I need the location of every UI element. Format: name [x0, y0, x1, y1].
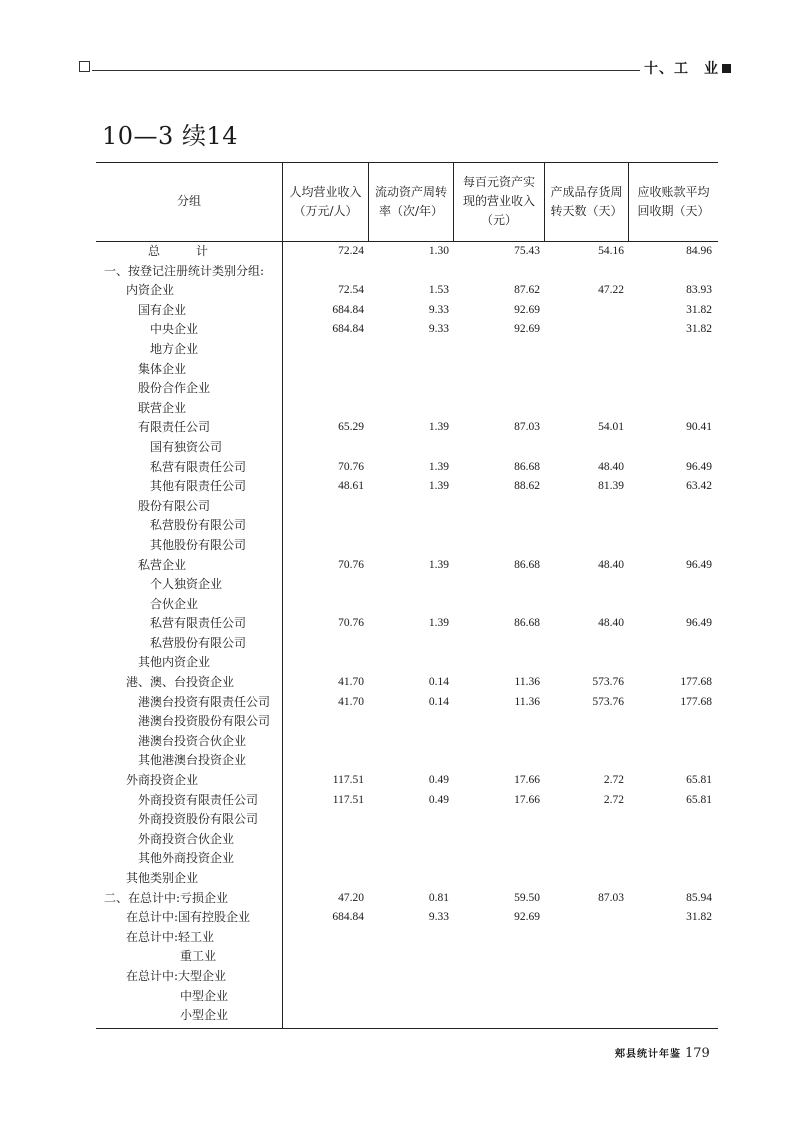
row-value [453, 928, 540, 948]
table-row [96, 889, 718, 909]
column-header-revenue-per-100-assets: 每百元资产实 现的营业收入 （元） [462, 175, 535, 227]
table-body [96, 242, 718, 1026]
row-value [368, 1006, 449, 1026]
row-label: 私营股份有限公司 [150, 635, 247, 650]
row-value: 31.82 [686, 911, 712, 924]
table-row [96, 751, 718, 771]
row-label: 私营有限责任公司 [150, 459, 247, 474]
row-value [453, 732, 540, 752]
row-value: 96.49 [686, 617, 712, 630]
row-label: 中央企业 [150, 322, 199, 337]
row-value: 65.29 [338, 421, 364, 434]
section-title: 十、工 业 [644, 61, 719, 77]
row-value: 48.40 [598, 558, 624, 571]
row-value [453, 947, 540, 967]
row-value [282, 497, 364, 517]
row-value [453, 849, 540, 869]
row-value [282, 732, 364, 752]
row-value: 70.76 [338, 617, 364, 630]
row-value [368, 987, 449, 1007]
row-value [453, 399, 540, 419]
row-value [282, 262, 364, 282]
table-row [96, 732, 718, 752]
row-value [368, 536, 449, 556]
row-value: 177.68 [680, 676, 712, 689]
row-value: 86.68 [514, 460, 540, 473]
table-row [96, 320, 718, 340]
row-value [368, 947, 449, 967]
row-label: 有限责任公司 [138, 420, 211, 435]
row-value [628, 379, 712, 399]
row-value [628, 399, 712, 419]
row-label: 联营企业 [138, 400, 187, 415]
row-value [282, 928, 364, 948]
row-value: 75.43 [514, 245, 540, 257]
row-value [282, 360, 364, 380]
table-row [96, 399, 718, 419]
row-value [544, 438, 624, 458]
row-value [628, 830, 712, 850]
row-value [282, 810, 364, 830]
row-label: 集体企业 [138, 361, 187, 376]
row-value: 9.33 [428, 911, 449, 924]
row-label: 国有独资公司 [150, 439, 223, 454]
table-row [96, 497, 718, 517]
row-value [544, 908, 624, 928]
row-value [453, 712, 540, 732]
row-value [628, 1006, 712, 1026]
row-label: 中型企业 [180, 988, 229, 1003]
column-header-receivable-days: 应收账款平均 回收期（天） [637, 184, 710, 218]
row-value [453, 438, 540, 458]
row-value: 117.51 [332, 793, 364, 806]
table-row [96, 360, 718, 380]
row-value [544, 497, 624, 517]
row-label: 合伙企业 [150, 596, 199, 611]
table-row [96, 516, 718, 536]
table-bottom-rule [96, 1028, 718, 1029]
row-value: 47.20 [338, 891, 364, 904]
row-value [453, 379, 540, 399]
row-value: 47.22 [598, 284, 624, 297]
yearbook-name: 郏县统计年鉴 [615, 1049, 681, 1060]
table-row [96, 771, 718, 791]
row-value: 1.39 [428, 460, 449, 473]
row-value [368, 869, 449, 889]
row-value [628, 928, 712, 948]
table-row [96, 653, 718, 673]
row-value [544, 830, 624, 850]
row-value [282, 830, 364, 850]
row-label: 港澳台投资有限责任公司 [138, 694, 271, 709]
table-row [96, 712, 718, 732]
row-value [368, 340, 449, 360]
row-value [282, 438, 364, 458]
row-value [544, 967, 624, 987]
row-value [453, 751, 540, 771]
row-value: 1.39 [428, 558, 449, 571]
row-value [628, 987, 712, 1007]
table-row [96, 458, 718, 478]
row-value: 0.14 [428, 676, 449, 689]
row-value [282, 712, 364, 732]
row-value: 87.03 [514, 421, 540, 434]
row-label: 港澳台投资合伙企业 [138, 733, 247, 748]
row-value: 11.36 [514, 676, 540, 689]
row-label: 其他类别企业 [126, 871, 199, 885]
row-value [628, 575, 712, 595]
row-value: 65.81 [686, 793, 712, 806]
row-value [544, 379, 624, 399]
row-value [628, 634, 712, 654]
row-value: 88.62 [514, 480, 540, 493]
row-value: 54.01 [598, 421, 624, 434]
row-value: 70.76 [338, 558, 364, 571]
row-label: 小型企业 [180, 1008, 229, 1023]
row-value: 54.16 [598, 245, 624, 257]
row-value [544, 262, 624, 282]
row-value [453, 830, 540, 850]
row-value [282, 340, 364, 360]
row-value: 2.72 [603, 793, 624, 806]
row-value [453, 595, 540, 615]
row-value [453, 536, 540, 556]
row-value [628, 516, 712, 536]
row-value: 117.51 [332, 774, 364, 787]
table-row [96, 987, 718, 1007]
table-row [96, 477, 718, 497]
row-value [544, 1006, 624, 1026]
row-value [453, 869, 540, 889]
row-value [544, 595, 624, 615]
row-value [628, 712, 712, 732]
row-value: 59.50 [514, 891, 540, 904]
row-value [628, 360, 712, 380]
row-value [628, 340, 712, 360]
table-row [96, 556, 718, 576]
row-value [544, 360, 624, 380]
row-value: 0.49 [428, 774, 449, 787]
table-row [96, 379, 718, 399]
row-value: 92.69 [514, 303, 540, 316]
row-value [282, 653, 364, 673]
row-value [544, 301, 624, 321]
row-label: 股份合作企业 [138, 381, 211, 396]
row-value: 684.84 [332, 323, 364, 336]
row-value [544, 869, 624, 889]
row-value: 11.36 [514, 695, 540, 708]
row-value [368, 262, 449, 282]
row-value [453, 653, 540, 673]
row-label: 私营企业 [138, 557, 187, 572]
row-value [282, 987, 364, 1007]
row-value: 86.68 [514, 558, 540, 571]
row-label: 股份有限公司 [138, 498, 211, 513]
row-label: 个人独资企业 [150, 577, 223, 592]
row-value [368, 928, 449, 948]
table-row [96, 693, 718, 713]
row-value [368, 516, 449, 536]
row-value: 85.94 [686, 891, 712, 904]
table-row [96, 791, 718, 811]
row-value [628, 536, 712, 556]
square-icon [722, 64, 731, 73]
row-value [628, 751, 712, 771]
row-value: 72.54 [338, 284, 364, 297]
row-value: 177.68 [680, 695, 712, 708]
table-row [96, 614, 718, 634]
row-value [453, 360, 540, 380]
row-value [628, 262, 712, 282]
table-row [96, 947, 718, 967]
row-value [368, 360, 449, 380]
row-value [282, 536, 364, 556]
row-value: 31.82 [686, 323, 712, 336]
row-value [628, 438, 712, 458]
row-value [453, 1006, 540, 1026]
row-value: 65.81 [686, 774, 712, 787]
row-value: 41.70 [338, 676, 364, 689]
row-label: 国有企业 [138, 302, 187, 317]
row-label: 在总计中:轻工业 [126, 929, 215, 944]
table-row [96, 849, 718, 869]
row-value [453, 262, 540, 282]
row-value [282, 516, 364, 536]
row-value: 84.96 [686, 245, 712, 257]
row-label: 其他内资企业 [138, 655, 211, 670]
row-value [544, 399, 624, 419]
table-row [96, 536, 718, 556]
row-value [628, 849, 712, 869]
row-value [544, 320, 624, 340]
row-value [544, 634, 624, 654]
row-label: 二、在总计中:亏损企业 [104, 890, 229, 905]
row-value [628, 732, 712, 752]
row-value [628, 810, 712, 830]
row-value: 96.49 [686, 460, 712, 473]
column-header-inventory-days: 产成品存货周 转天数（天） [550, 184, 623, 218]
row-value [368, 595, 449, 615]
table-row [96, 928, 718, 948]
row-label: 其他股份有限公司 [150, 537, 247, 552]
row-label: 一、按登记注册统计类别分组: [104, 263, 265, 278]
row-value [282, 947, 364, 967]
table-row [96, 575, 718, 595]
row-value [368, 379, 449, 399]
row-label: 外商投资股份有限公司 [138, 812, 259, 827]
table-row [96, 634, 718, 654]
row-value: 63.42 [686, 480, 712, 493]
row-value [628, 497, 712, 517]
row-value: 92.69 [514, 323, 540, 336]
row-value [628, 653, 712, 673]
row-label: 总 计 [148, 244, 209, 258]
row-value [282, 595, 364, 615]
row-value [368, 751, 449, 771]
row-value: 48.61 [338, 480, 364, 493]
row-label: 私营有限责任公司 [150, 616, 247, 631]
row-value [453, 497, 540, 517]
row-value [544, 849, 624, 869]
row-value [282, 967, 364, 987]
row-value [368, 438, 449, 458]
row-value: 2.72 [603, 774, 624, 787]
row-value: 83.93 [686, 284, 712, 297]
row-value: 92.69 [514, 911, 540, 924]
table-row [96, 830, 718, 850]
row-value [628, 947, 712, 967]
page-number: 179 [685, 1046, 710, 1061]
row-value: 684.84 [332, 911, 364, 924]
column-header-revenue-per-capita: 人均营业收入 （万元/人） [289, 184, 362, 218]
section-header [644, 58, 731, 78]
row-value: 1.39 [428, 480, 449, 493]
table-row [96, 673, 718, 693]
row-value: 573.76 [592, 695, 624, 708]
row-value [544, 712, 624, 732]
row-label: 外商投资合伙企业 [138, 831, 235, 846]
row-value [544, 947, 624, 967]
row-value [453, 575, 540, 595]
row-value [544, 810, 624, 830]
row-value: 1.39 [428, 421, 449, 434]
row-value: 48.40 [598, 617, 624, 630]
table-row [96, 1006, 718, 1026]
row-label: 港、澳、台投资企业 [126, 675, 235, 690]
row-value [368, 634, 449, 654]
row-value [453, 516, 540, 536]
row-value: 86.68 [514, 617, 540, 630]
row-value [368, 967, 449, 987]
row-value: 9.33 [428, 323, 449, 336]
row-value [453, 634, 540, 654]
row-label: 外商投资有限责任公司 [138, 792, 259, 807]
row-value: 41.70 [338, 695, 364, 708]
row-value: 17.66 [514, 793, 540, 806]
header-box-icon [79, 61, 90, 72]
row-label: 内资企业 [126, 283, 175, 298]
row-label: 地方企业 [150, 341, 199, 356]
row-label: 其他有限责任公司 [150, 479, 247, 494]
row-value [368, 575, 449, 595]
table-row [96, 242, 718, 262]
row-value: 17.66 [514, 774, 540, 787]
row-label: 在总计中:大型企业 [126, 968, 227, 983]
row-label: 外商投资企业 [126, 773, 199, 788]
table-row [96, 595, 718, 615]
table-row [96, 418, 718, 438]
row-value: 48.40 [598, 460, 624, 473]
row-label: 其他外商投资企业 [138, 851, 235, 866]
row-value [282, 399, 364, 419]
row-value: 87.62 [514, 284, 540, 297]
row-value [282, 869, 364, 889]
row-value [544, 536, 624, 556]
row-value: 87.03 [598, 891, 624, 904]
table-row [96, 438, 718, 458]
row-value: 0.49 [428, 793, 449, 806]
row-value: 81.39 [598, 480, 624, 493]
row-value [453, 987, 540, 1007]
row-value: 1.39 [428, 617, 449, 630]
row-value [282, 634, 364, 654]
row-value: 70.76 [338, 460, 364, 473]
row-value [368, 399, 449, 419]
row-value [453, 340, 540, 360]
table-row [96, 869, 718, 889]
row-value [544, 987, 624, 1007]
table-title: 10—3 续14 [102, 122, 238, 150]
row-value [368, 830, 449, 850]
column-header-asset-turnover: 流动资产周转 率（次/年） [374, 184, 447, 218]
column-header-group: 分组 [176, 194, 201, 208]
row-value [368, 732, 449, 752]
row-value [544, 575, 624, 595]
row-value: 31.82 [686, 303, 712, 316]
row-value: 573.76 [592, 676, 624, 689]
row-value [544, 928, 624, 948]
row-value: 0.81 [428, 891, 449, 904]
row-value [453, 967, 540, 987]
row-label: 港澳台投资股份有限公司 [138, 714, 271, 729]
row-label: 重工业 [180, 949, 217, 964]
row-value: 1.30 [428, 245, 449, 257]
row-value: 1.53 [428, 284, 449, 297]
row-value [544, 340, 624, 360]
row-value [544, 516, 624, 536]
row-value [368, 849, 449, 869]
row-label: 私营股份有限公司 [150, 518, 247, 533]
row-value: 72.24 [338, 245, 364, 257]
header-rule [92, 70, 640, 71]
row-value [628, 967, 712, 987]
row-value: 684.84 [332, 303, 364, 316]
row-value [368, 712, 449, 732]
table-row [96, 301, 718, 321]
row-value [282, 751, 364, 771]
table-row [96, 810, 718, 830]
table-row [96, 967, 718, 987]
row-value [368, 810, 449, 830]
row-value [368, 653, 449, 673]
row-value [544, 653, 624, 673]
row-label: 其他港澳台投资企业 [138, 753, 247, 768]
row-value: 96.49 [686, 558, 712, 571]
row-value [282, 1006, 364, 1026]
table-row [96, 281, 718, 301]
row-value [628, 869, 712, 889]
table-row [96, 262, 718, 282]
row-value [544, 751, 624, 771]
row-value [453, 810, 540, 830]
table-row [96, 340, 718, 360]
row-value [282, 379, 364, 399]
row-value [544, 732, 624, 752]
row-label: 在总计中:国有控股企业 [126, 910, 251, 925]
row-value: 0.14 [428, 695, 449, 708]
table-row [96, 908, 718, 928]
row-value: 9.33 [428, 303, 449, 316]
row-value [628, 595, 712, 615]
row-value [282, 575, 364, 595]
row-value: 90.41 [686, 421, 712, 434]
row-value [282, 849, 364, 869]
row-value [368, 497, 449, 517]
page-footer [615, 1042, 710, 1061]
